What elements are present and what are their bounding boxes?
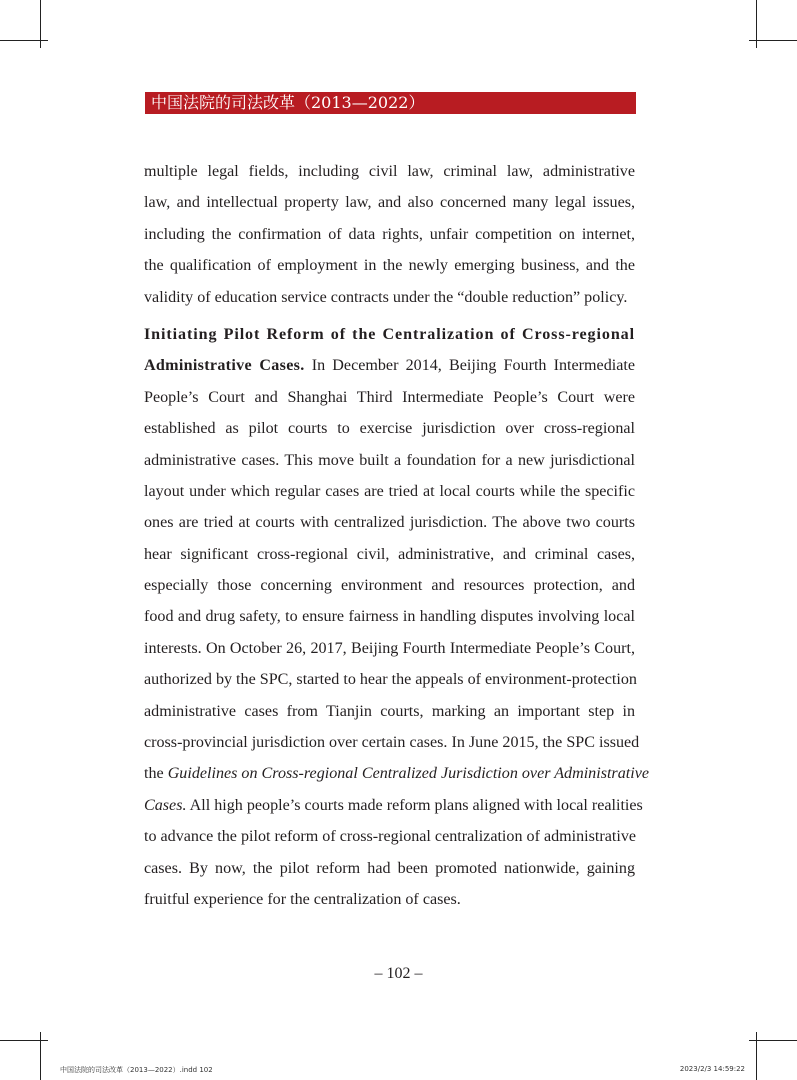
crop-mark <box>0 1040 48 1041</box>
body-text <box>144 156 649 915</box>
body-line: cases. By now, the pilot reform had been promoted nationwide, gaining <box>144 859 635 877</box>
running-header-title: 中国法院的司法改革（2013—2022） <box>151 93 425 112</box>
crop-mark <box>749 1040 797 1041</box>
body-line: food and drug safety, to ensure fairness in handling disputes involving local <box>144 608 635 626</box>
page-number: – 102 – <box>374 965 423 982</box>
body-line: especially those concerning environment and resources protection, and <box>144 577 635 595</box>
body-line: law, and intellectual property law, and also concerned many legal issues, <box>144 194 635 212</box>
body-line <box>144 350 635 381</box>
body-line: validity of education service contracts under the “double reduction” policy. <box>144 288 628 306</box>
crop-mark <box>0 40 48 41</box>
body-line: interests. On October 26, 2017, Beijing Fourth Intermediate People’s Court, <box>144 639 635 657</box>
document-title-italic-end: Cases. <box>144 796 187 814</box>
section-heading-line <box>144 319 635 350</box>
print-slug-timestamp: 2023/2/3 14:59:22 <box>679 1065 745 1073</box>
body-line: ones are tried at courts with centralized jurisdiction. The above two courts <box>144 514 635 532</box>
body-line: including the confirmation of data rights, unfair competition on internet, <box>144 225 635 243</box>
body-text-run: In December 2014, Beijing Fourth Intermediate <box>304 357 635 375</box>
body-line: the qualification of employment in the newly emerging business, and the <box>144 257 635 275</box>
section-heading: Initiating Pilot Reform of the Centralization of Cross-regional <box>144 325 635 343</box>
body-line: cross-provincial jurisdiction over certain cases. In June 2015, the SPC issued <box>144 734 640 752</box>
body-text-run: the <box>144 765 168 783</box>
body-line <box>144 758 649 789</box>
body-line: established as pilot courts to exercise jurisdiction over cross-regional <box>144 420 635 438</box>
body-line: layout under which regular cases are tried at local courts while the specific <box>144 482 635 500</box>
body-line <box>144 790 643 821</box>
body-line: to advance the pilot reform of cross-regional centralization of administrative <box>144 828 637 846</box>
body-line: hear significant cross-regional civil, administrative, and criminal cases, <box>144 545 635 563</box>
body-line: administrative cases from Tianjin courts, marking an important step in <box>144 702 635 720</box>
section-heading-end: Administrative Cases. <box>144 357 305 375</box>
body-text-run: All high people’s courts made reform plans aligned with local realities <box>186 796 643 814</box>
body-line: People’s Court and Shanghai Third Intermediate People’s Court were <box>144 388 635 406</box>
crop-mark <box>749 40 797 41</box>
document-title-italic: Guidelines on Cross-regional Centralized Jurisdiction over Administrative <box>167 765 649 783</box>
body-line: administrative cases. This move built a foundation for a new jurisdictional <box>144 451 635 469</box>
running-header <box>145 92 636 114</box>
body-line: multiple legal fields, including civil law, criminal law, administrative <box>144 163 635 180</box>
body-line: authorized by the SPC, started to hear the appeals of environment-protection <box>144 671 637 689</box>
print-slug-file: 中国法院的司法改革（2013—2022）.indd 102 <box>60 1066 213 1074</box>
body-line: fruitful experience for the centralization of cases. <box>144 890 461 908</box>
